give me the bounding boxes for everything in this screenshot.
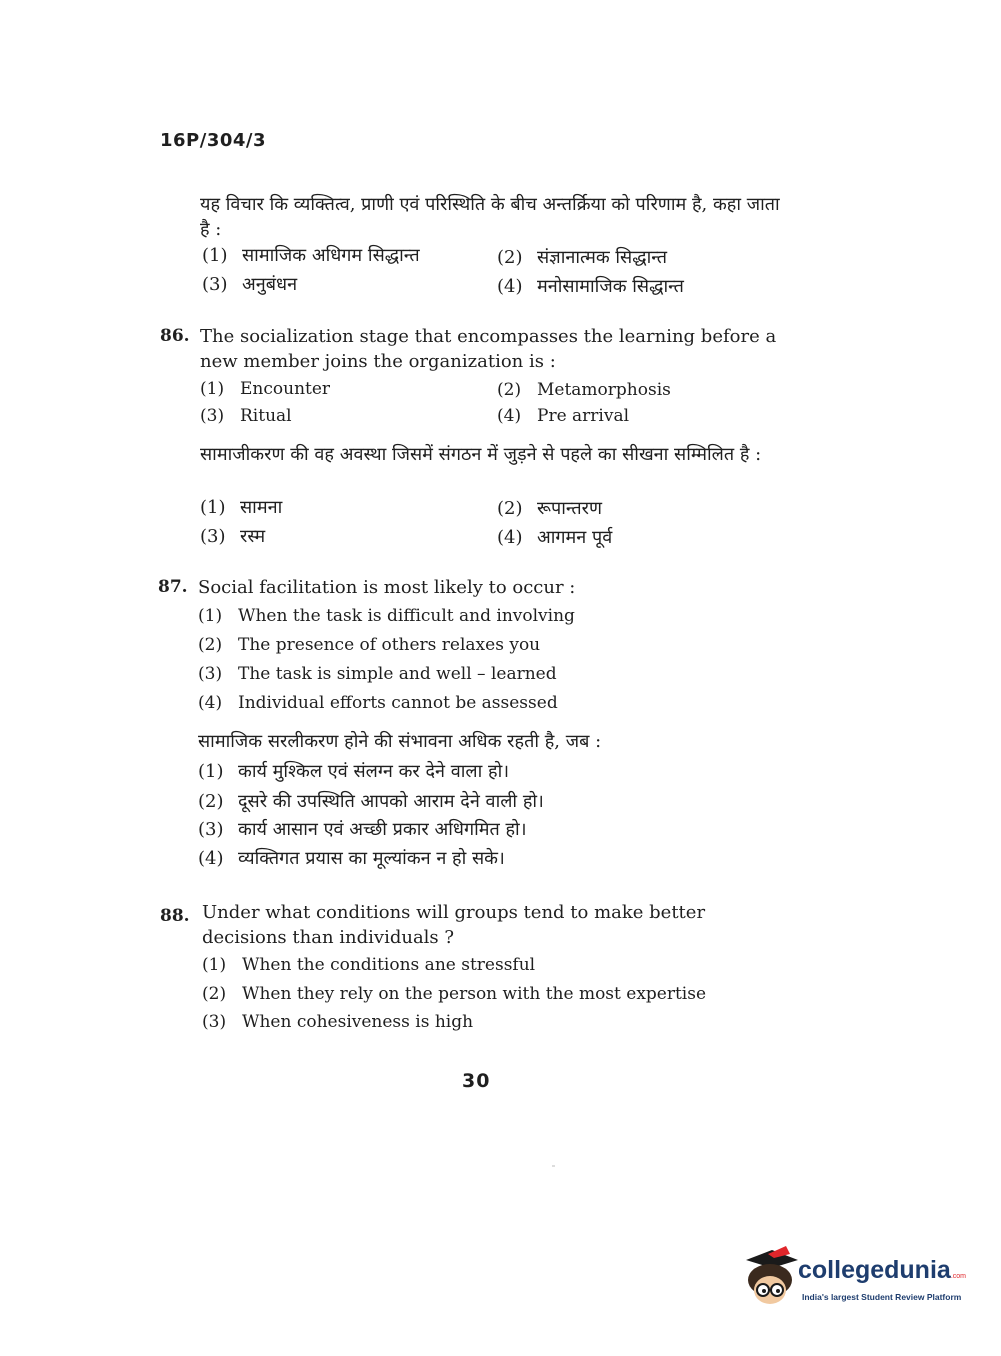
q86-stem: The socialization stage that encompasses the learning before a new member joins the organization is :: [200, 326, 777, 372]
q87-option-4: (4) Individual efforts cannot be assessed: [198, 693, 558, 713]
q85-hindi-option-1: (1) सामाजिक अधिगम सिद्धान्त: [202, 245, 420, 266]
q85-hindi-option-3: (3) अनुबंधन: [202, 274, 298, 295]
q87-stem: Social facilitation is most likely to occur :: [198, 577, 576, 598]
q88-option-3: (3) When cohesiveness is high: [202, 1012, 474, 1032]
q87-number: 87.: [158, 577, 188, 597]
q88-stem: Under what conditions will groups tend to make better decisions than individuals ?: [202, 902, 706, 948]
q87-hindi-option-2: (2) दूसरे की उपस्थिति आपको आराम देने वाली हो।: [198, 791, 544, 812]
q88-number: 88.: [160, 906, 190, 926]
q87-hindi-option-1: (1) कार्य मुश्किल एवं संलग्न कर देने वाला हो।: [198, 761, 510, 782]
q86-option-1: (1) Encounter: [200, 379, 331, 399]
q86-hindi-option-4: (4) आगमन पूर्व: [497, 527, 613, 548]
q86-hindi-option-1: (1) सामना: [200, 497, 283, 518]
q86-option-3: (3) Ritual: [200, 406, 292, 426]
mascot-icon: [742, 1246, 802, 1316]
q87-hindi-option-3: (3) कार्य आसान एवं अच्छी प्रकार अधिगमित हो।: [198, 819, 527, 840]
q85-hindi-option-4: (4) मनोसामाजिक सिद्धान्त: [497, 276, 684, 297]
q88-option-2: (2) When they rely on the person with the most expertise: [202, 984, 707, 1004]
q86-hindi-option-3: (3) रस्म: [200, 526, 266, 547]
q88-option-1: (1) When the conditions ane stressful: [202, 955, 536, 975]
q85-hindi-stem: यह विचार कि व्यक्तित्व, प्राणी एवं परिस्थिति के बीच अन्तर्क्रिया को परिणाम है, कहा जाता है :: [200, 194, 780, 240]
q86-hindi-stem: सामाजीकरण की वह अवस्था जिसमें संगठन में जुड़ने से पहले का सीखना सम्मिलित है :: [200, 444, 762, 465]
q87-option-1: (1) When the task is difficult and involving: [198, 606, 575, 626]
brand-suffix: .com: [950, 1273, 966, 1280]
q87-option-2: (2) The presence of others relaxes you: [198, 635, 541, 655]
q87-option-3: (3) The task is simple and well – learned: [198, 664, 557, 684]
q86-option-2: (2) Metamorphosis: [497, 380, 671, 400]
page-number: 30: [462, 1070, 491, 1092]
paper-code: 16P/304/3: [160, 130, 266, 151]
q87-hindi-stem: सामाजिक सरलीकरण होने की संभावना अधिक रहती है, जब :: [198, 731, 602, 752]
q87-hindi-option-4: (4) व्यक्तिगत प्रयास का मूल्यांकन न हो सके।: [198, 848, 505, 869]
collegedunia-watermark: [742, 1246, 972, 1316]
q86-option-4: (4) Pre arrival: [497, 406, 630, 426]
scan-speck: [552, 1165, 555, 1167]
q86-number: 86.: [160, 326, 190, 346]
collegedunia-tagline: India's largest Student Review Platform: [802, 1292, 962, 1302]
collegedunia-brand: collegedunia.com: [798, 1256, 966, 1284]
q86-hindi-option-2: (2) रूपान्तरण: [497, 498, 603, 519]
q85-hindi-option-2: (2) संज्ञानात्मक सिद्धान्त: [497, 247, 668, 268]
